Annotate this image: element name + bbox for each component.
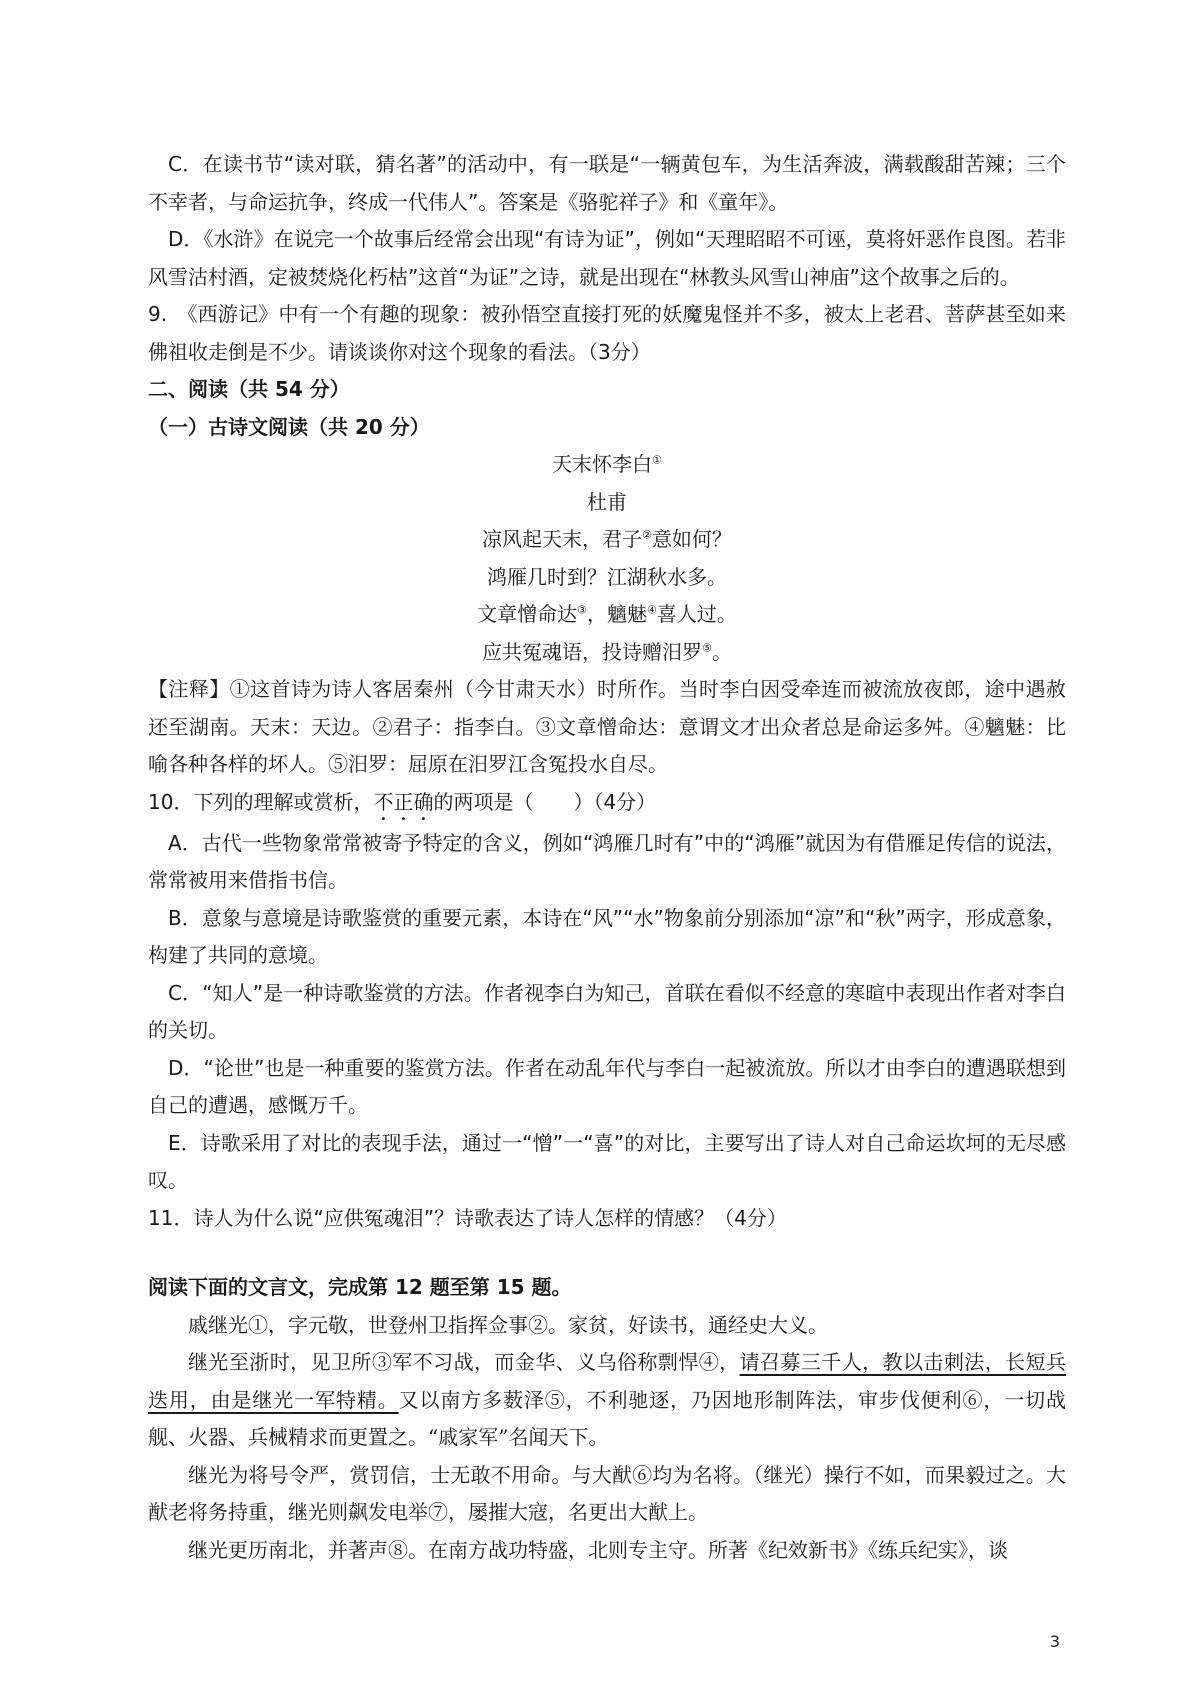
q10-option-a: A．古代一些物象常常被寄予特定的含义，例如“鸿雁几时有”中的“鸿雁”就因为有借雁足传信的说法，常常被用来借指书信。 [148, 830, 1066, 892]
poem-line-3: 文章憎命达③，魑魅④喜人过。 [477, 602, 737, 626]
q10-option-e: E．诗歌采用了对比的表现手法，通过一“憎”一“喜”的对比，主要写出了诗人对自己命运坎坷的无尽感叹。 [148, 1130, 1066, 1192]
classical-paragraph-1: 戚继光①，字元敬，世登州卫指挥佥事②。家贫，好读书，通经史大义。 [188, 1312, 828, 1337]
poem-line-2: 鸿雁几时到？江湖秋水多。 [487, 564, 727, 589]
q8-option-c: C．在读书节“读对联，猜名著”的活动中，有一联是“一辆黄包车，为生活奔波，满载酸甜苦辣；三个不幸者，与命运抗争，终成一代伟人”。答案是《骆驼祥子》和《童年》。 [148, 152, 1066, 214]
poem-notes: 【注释】①这首诗为诗人客居秦州（今甘肃天水）时所作。当时李白因受牵连而被流放夜郎，途中遇赦还至湖南。天末：天边。②君子：指李白。③文章憎命达：意谓文才出众者总是命运多舛。④魑魅：比喻各种各样的坏人。⑤汨罗：屈原在汨罗江含冤投水自尽。 [148, 677, 1066, 776]
classical-paragraph-2: 继光至浙时，见卫所③军不习战，而金华、义乌俗称剽悍④，请召募三千人，教以击刺法，长短兵迭用，由是继光一军特精。又以南方多薮泽⑤，不利驰逐，乃因地形制阵法，审步伐便利⑥，一切战舰、火器、兵械精求而更置之。“戚家军”名闻天下。 [148, 1350, 1067, 1449]
q10-option-d: D．“论世”也是一种重要的鉴赏方法。作者在动乱年代与李白一起被流放。所以才由李白的遭遇联想到自己的遭遇，感慨万千。 [148, 1055, 1066, 1117]
poem-title-note-marker: ① [652, 453, 662, 467]
poem-title: 天末怀李白① [552, 452, 662, 476]
q10-option-b: B．意象与意境是诗歌鉴赏的重要元素，本诗在“风”“水”物象前分别添加“凉”和“秋”两字，形成意象，构建了共同的意境。 [148, 905, 1066, 967]
q8-option-d: D．《水浒》在说完一个故事后经常会出现“有诗为证”，例如“天理昭昭不可诬，莫将奸恶作良图。若非风雪沽村酒，定被焚烧化朽枯”这首“为证”之诗，就是出现在“林教头风雪山神庙”这个故事之后的。 [148, 227, 1066, 289]
classical-paragraph-3: 继光为将号令严，赏罚信，士无敢不用命。与大猷⑥均为名将。（继光）操行不如，而果毅过之。大猷老将务持重，继光则飙发电举⑦，屡摧大寇，名更出大猷上。 [148, 1462, 1066, 1524]
poem-line-1: 凉风起天末，君子②意如何？ [482, 527, 732, 551]
q10-option-c: C．“知人”是一种诗歌鉴赏的方法。作者视李白为知己，首联在看似不经意的寒暄中表现出作者对李白的关切。 [148, 980, 1066, 1042]
question-11: 11．诗人为什么说“应供冤魂泪”？诗歌表达了诗人怎样的情感？（4分） [148, 1205, 787, 1230]
spacer [148, 1237, 1066, 1269]
poem-line-4: 应共冤魂语，投诗赠汨罗⑤。 [482, 639, 732, 664]
page-number: 3 [1049, 1632, 1060, 1651]
emphasis-not-correct: 不正确 [373, 789, 434, 814]
subsection-1-title: （一）古诗文阅读（共 20 分） [148, 414, 430, 439]
poem-block [148, 446, 1066, 671]
page-body [148, 146, 1066, 1569]
section-2-title: 二、阅读（共 54 分） [148, 377, 350, 401]
underlined-sentence: 请召募三千人，教以击刺法，长短兵迭用，由是继光一军特精。 [148, 1350, 1067, 1412]
classical-intro: 阅读下面的文言文，完成第 12 题至第 15 题。 [148, 1275, 572, 1299]
classical-paragraph-4: 继光更历南北，并著声⑧。在南方战功特盛，北则专主守。所著《纪效新书》《练兵纪实》，谈 [188, 1537, 1008, 1562]
question-10-stem: 10．下列的理解或赏析，不正确的两项是（ ）（4分） [148, 789, 657, 814]
poem-author: 杜甫 [587, 489, 627, 514]
question-9: 9. 《西游记》中有一个有趣的现象：被孙悟空直接打死的妖魔鬼怪并不多，被太上老君、菩萨甚至如来佛祖收走倒是不少。请谈谈你对这个现象的看法。（3分） [148, 302, 1066, 364]
